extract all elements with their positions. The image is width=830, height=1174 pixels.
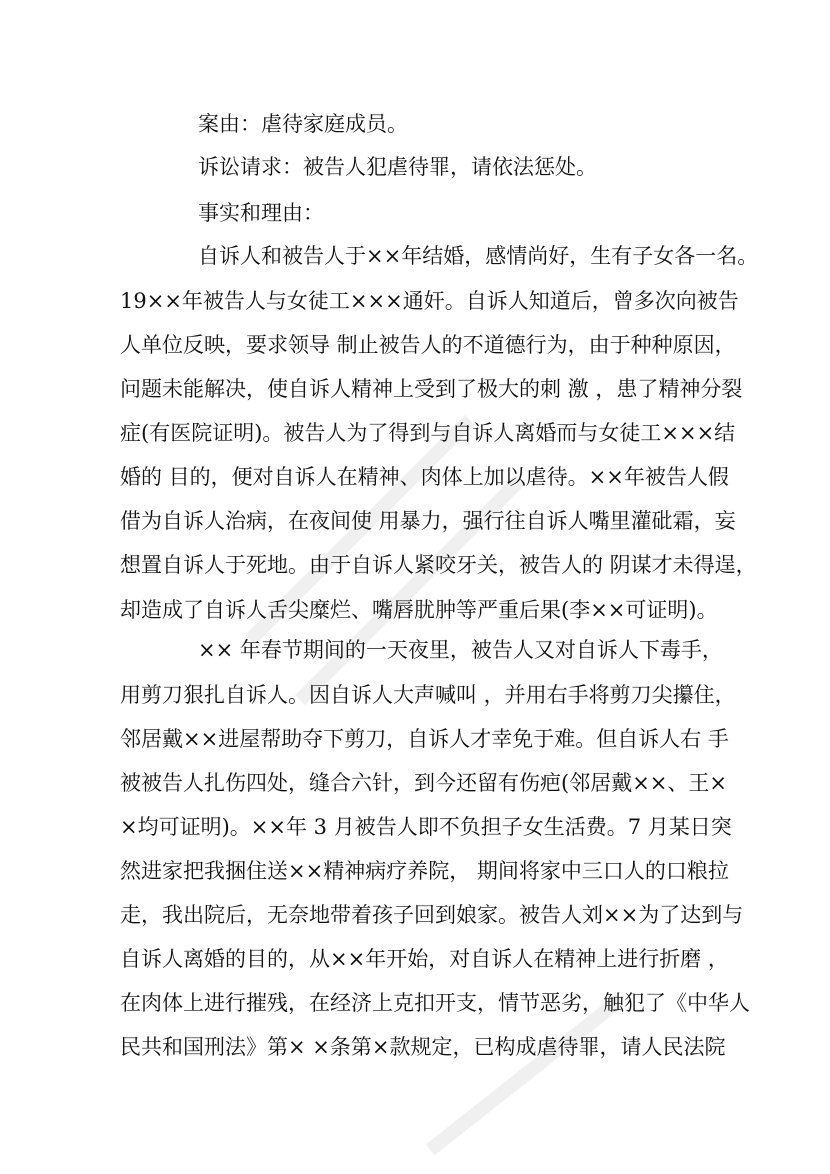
case-cause: 案由：虐待家庭成员。 xyxy=(198,112,408,136)
para2-line: 自诉人离婚的目的，从××年开始，对自诉人在精神上进行折磨 ， xyxy=(120,947,729,971)
para1-line: 自诉人和被告人于××年结婚，感情尚好，生有子女各一名。 xyxy=(198,244,759,268)
para2-line: 被被告人扎伤四处，缝合六针，到今还留有伤疤(邻居戴××、王× xyxy=(120,771,727,795)
para2-line: ×× 年春节期间的一天夜里，被告人又对自诉人下毒手， xyxy=(198,638,723,662)
claim: 诉讼请求：被告人犯虐待罪，请依法惩处。 xyxy=(198,155,597,179)
para1-line: 症(有医院证明)。被告人为了得到与自诉人离婚而与女徒工×××结 xyxy=(120,421,736,445)
para2-line: 在肉体上进行摧残，在经济上克扣开支，情节恶劣，触犯了《中华人 xyxy=(120,991,750,1015)
para1-line: 借为自诉人治病，在夜间使 用暴力，强行往自诉人嘴里灌砒霜，妄 xyxy=(120,509,736,533)
para1-line: 想置自诉人于死地。由于自诉人紧咬牙关，被告人的 阴谋才未得逞， xyxy=(120,553,757,577)
para1-line: 却造成了自诉人舌尖糜烂、嘴唇肬肿等严重后果(李××可证明)。 xyxy=(120,598,718,622)
para2-line: 邻居戴××进屋帮助夺下剪刀，自诉人才幸免于难。但自诉人右 手 xyxy=(120,727,729,751)
para1-line: 问题未能解决，使自诉人精神上受到了极大的刺 激 ，患了精神分裂 xyxy=(120,377,743,401)
para2-line: 民共和国刑法》第× ×条第×款规定，已构成虐待罪，请人民法院 xyxy=(120,1035,726,1059)
para2-line: ×均可证明)。××年 3 月被告人即不负担子女生活费。7 月某日突 xyxy=(120,815,732,839)
para1-line: 19××年被告人与女徒工×××通奸。自诉人知道后，曾多次向被告 xyxy=(120,289,739,313)
para1-line: 人单位反映，要求领导 制止被告人的不道德行为，由于种种原因， xyxy=(120,333,736,357)
para2-line: 走，我出院后，无奈地带着孩子回到娘家。被告人刘××为了达到与 xyxy=(120,903,744,927)
para1-line: 婚的 目的，便对自诉人在精神、肉体上加以虐待。××年被告人假 xyxy=(120,465,729,489)
para2-line: 用剪刀狠扎自诉人。因自诉人大声喊叫 ，并用右手将剪刀尖攥住， xyxy=(120,683,736,707)
facts-heading: 事实和理由： xyxy=(198,201,324,225)
para2-line: 然进家把我捆住送××精神病疗养院， 期间将家中三口人的口粮拉 xyxy=(120,859,729,883)
